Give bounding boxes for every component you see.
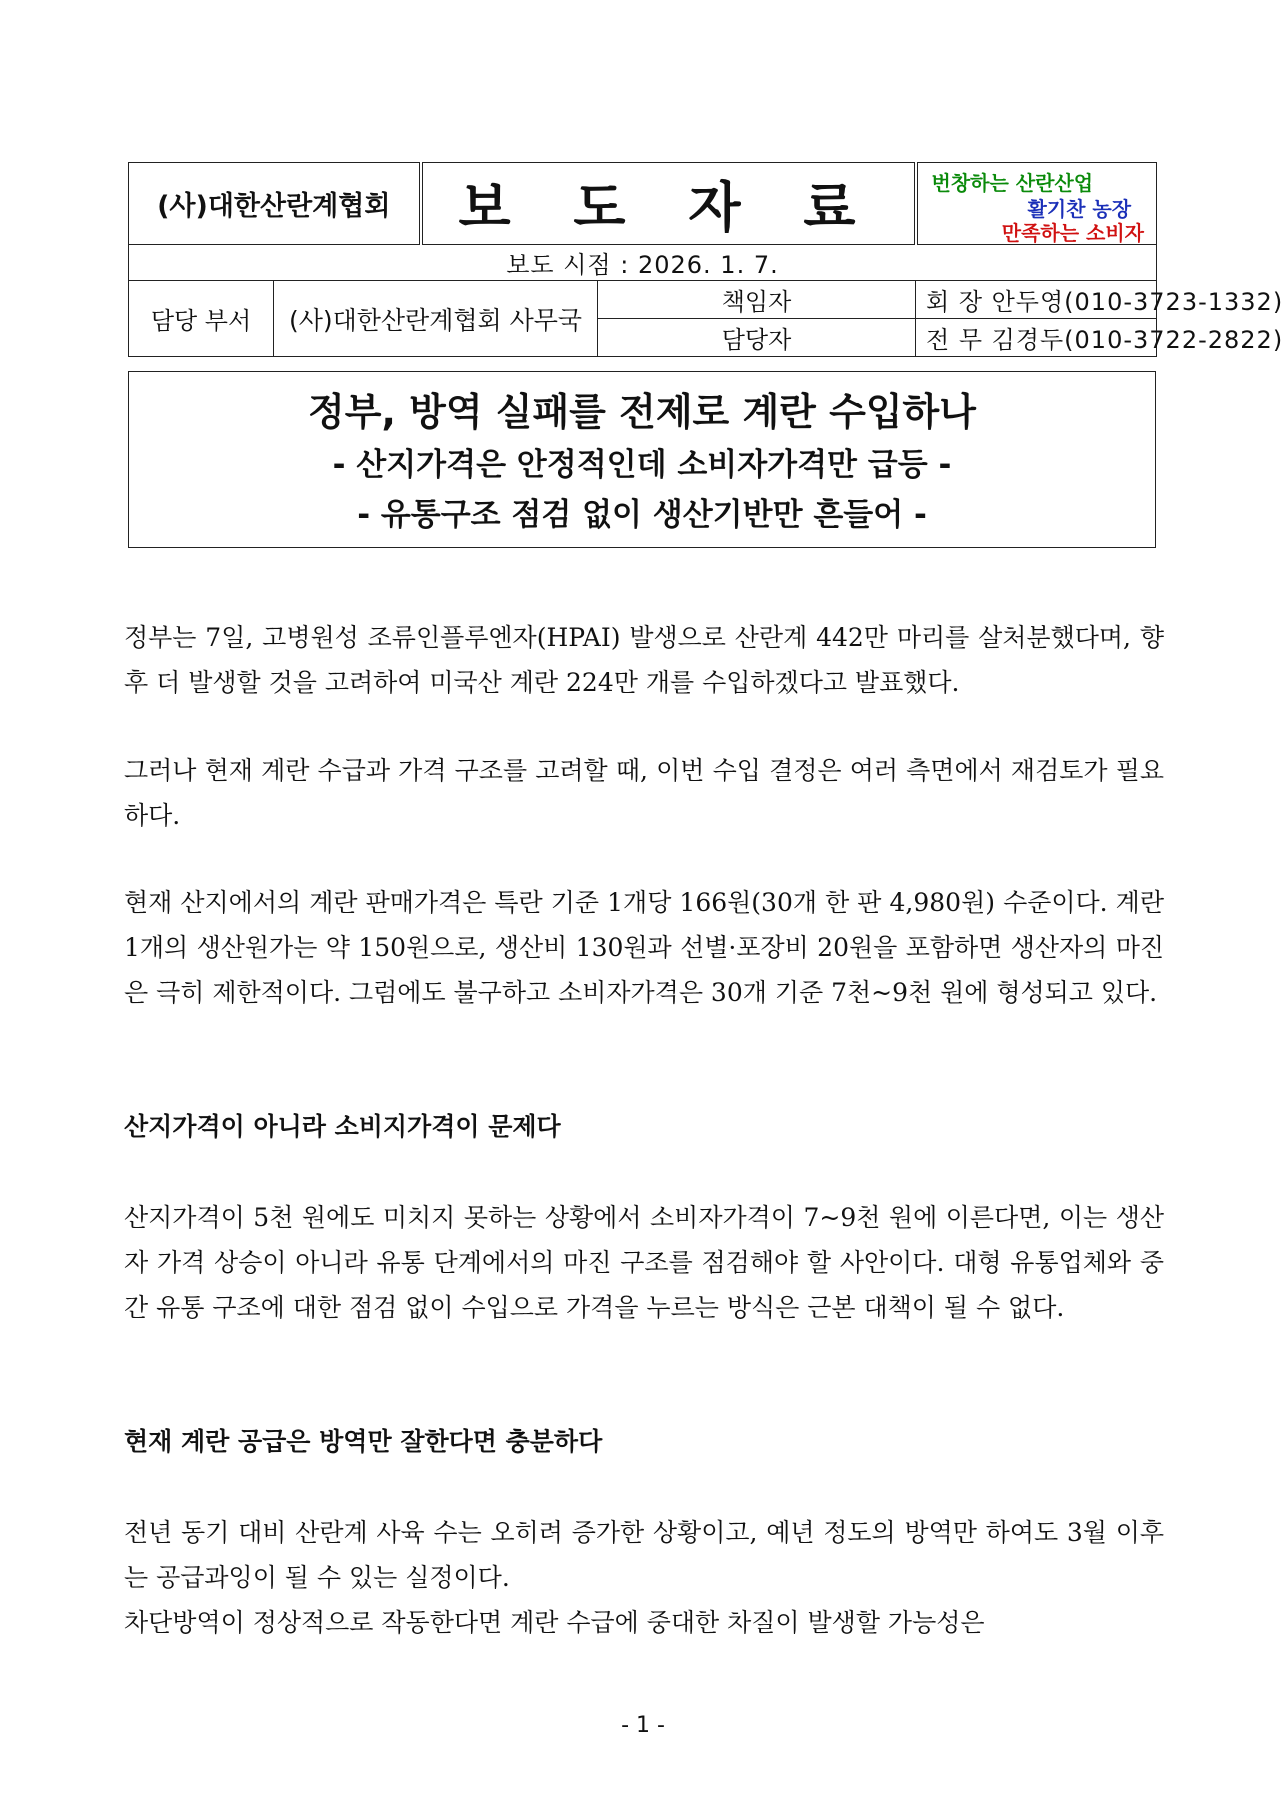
role-label-manager: 책임자	[598, 281, 916, 319]
header-table	[128, 162, 1284, 357]
organization-name: (사)대한산란계협회	[129, 163, 421, 245]
section-heading-1: 산지가격이 아니라 소비지가격이 문제다	[124, 1112, 561, 1141]
headline-main: 정부, 방역 실패를 전제로 계란 수입하나	[308, 390, 976, 434]
department-label: 담당 부서	[129, 281, 274, 357]
slogan-line-3: 만족하는 소비자	[1001, 221, 1144, 245]
slogan-line-1: 번창하는 산란산업	[931, 171, 1094, 195]
headline-sub-2: - 유통구조 점검 없이 생산기반만 흔들어 -	[357, 497, 927, 533]
release-date: 보도 시점 : 2026. 1. 7.	[129, 245, 1157, 281]
paragraph-5: 전년 동기 대비 산란계 사육 수는 오히려 증가한 상황이고, 예년 정도의 방역만 하여도 3월 이후는 공급과잉이 될 수 있는 실정이다.	[124, 1518, 1164, 1592]
paragraph-6: 차단방역이 정상적으로 작동한다면 계란 수급에 중대한 차질이 발생할 가능성은	[124, 1608, 985, 1637]
document-title: 보 도 자 료	[421, 163, 916, 245]
paragraph-3: 현재 산지에서의 계란 판매가격은 특란 기준 1개당 166원(30개 한 판 4,980원) 수준이다. 계란 1개의 생산원가는 약 150원으로, 생산비 130원과 선별·포장비 20원을 포함하면 생산자의 마진은 극히 제한적이다. 그럼에도 불구하고 소비자가격은 30개 기준 7천~9천 원에 형성되고 있다.	[124, 888, 1164, 1007]
page-number: - 1 -	[621, 1713, 665, 1738]
headline-box	[128, 371, 1156, 548]
paragraph-1: 정부는 7일, 고병원성 조류인플루엔자(HPAI) 발생으로 산란계 442만 마리를 살처분했다며, 향후 더 발생할 것을 고려하여 미국산 계란 224만 개를 수입하겠다고 발표했다.	[124, 623, 1164, 697]
slogan-line-2: 활기찬 농장	[1027, 197, 1132, 221]
contact-staff: 전 무 김경두(010-3722-2822)	[916, 319, 1157, 357]
slogan-block	[916, 163, 1157, 245]
paragraph-2: 그러나 현재 계란 수급과 가격 구조를 고려할 때, 이번 수입 결정은 여러 측면에서 재검토가 필요하다.	[124, 756, 1164, 830]
headline-sub-1: - 산지가격은 안정적인데 소비자가격만 급등 -	[332, 447, 952, 483]
department-name: (사)대한산란계협회 사무국	[274, 281, 598, 357]
role-label-staff: 담당자	[598, 319, 916, 357]
section-heading-2: 현재 계란 공급은 방역만 잘한다면 충분하다	[124, 1427, 603, 1456]
paragraph-4: 산지가격이 5천 원에도 미치지 못하는 상황에서 소비자가격이 7~9천 원에 이른다면, 이는 생산자 가격 상승이 아니라 유통 단계에서의 마진 구조를 점검해야 할 사안이다. 대형 유통업체와 중간 유통 구조에 대한 점검 없이 수입으로 가격을 누르는 방식은 근본 대책이 될 수 없다.	[124, 1203, 1164, 1322]
contact-manager: 회 장 안두영(010-3723-1332)	[916, 281, 1157, 319]
